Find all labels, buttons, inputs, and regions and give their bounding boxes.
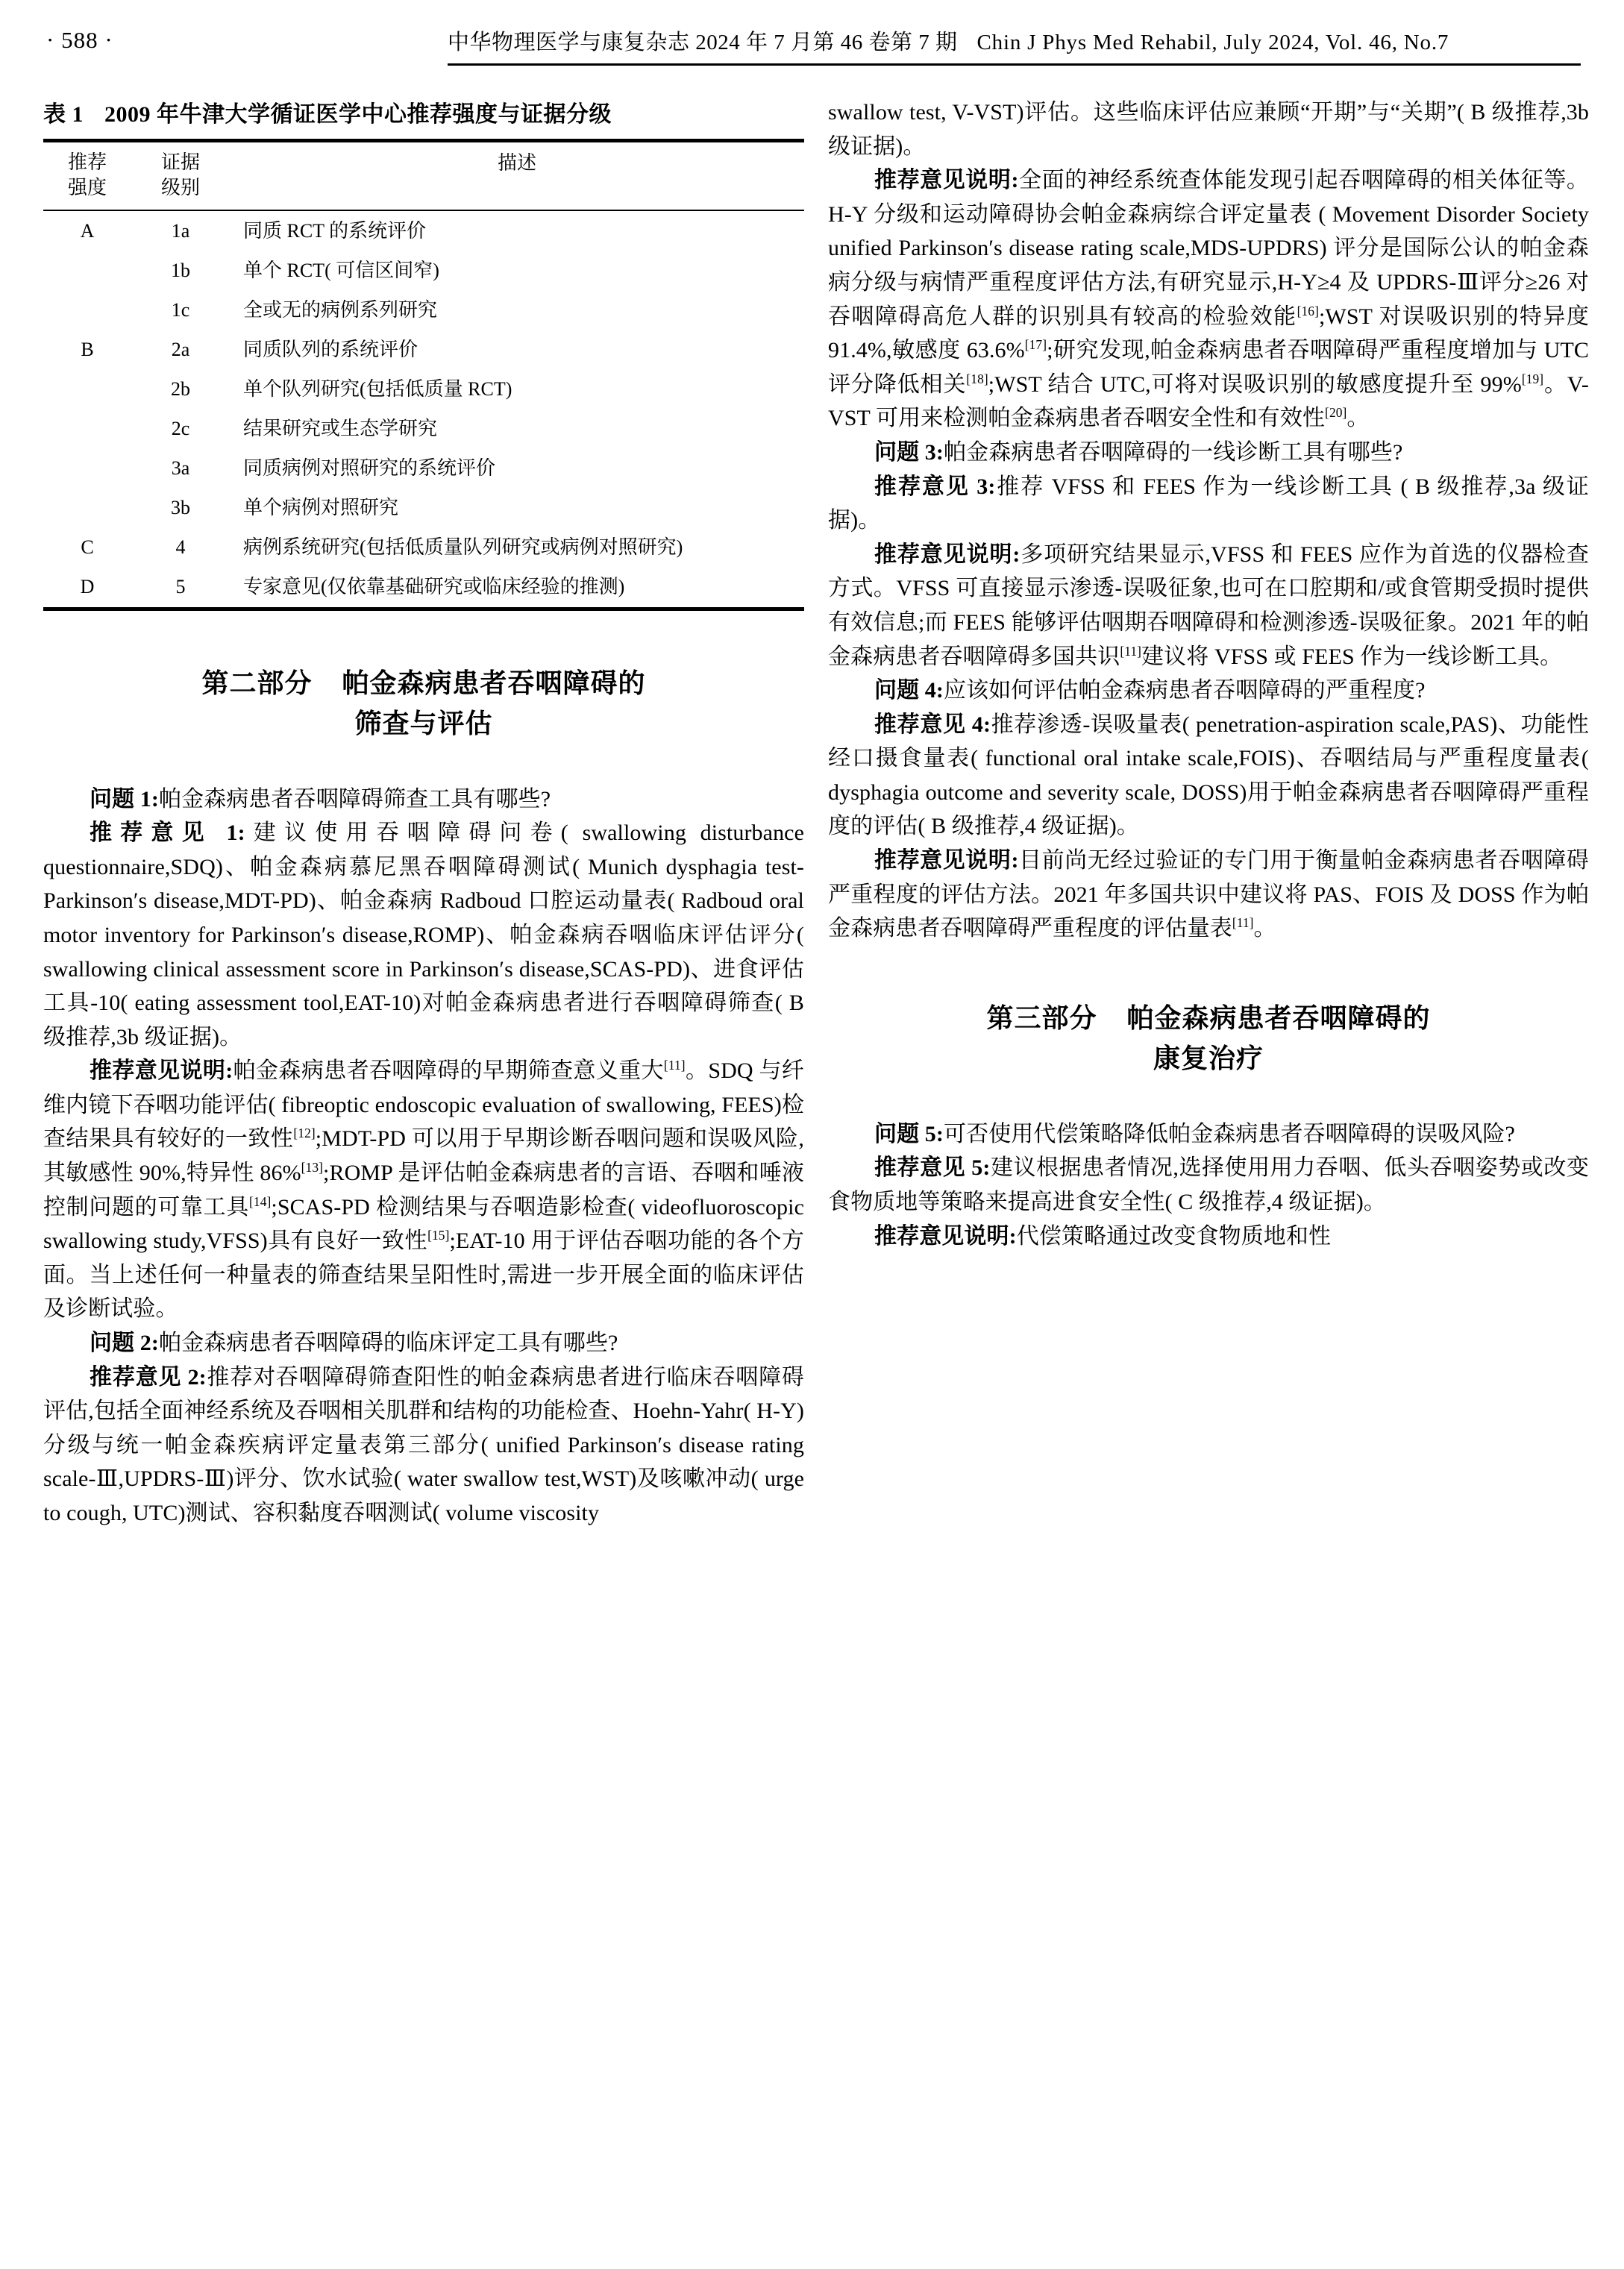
cell-level: 2c bbox=[171, 418, 190, 440]
table-header-row bbox=[43, 141, 804, 210]
explanation-1 bbox=[43, 1054, 804, 1326]
explanation-1-part4: ;ROMP 是评估帕金森病患者的言语、吞咽和唾液控制问题的可靠工具 bbox=[43, 1161, 804, 1220]
explanation-2-part1: 全面的神经系统查体能发现引起吞咽障碍的相关体征等。H-Y 分级和运动障碍协会帕金森病综合评定量表 ( Movement Disorder Society unified Parkinson′s disease rating scale,MDS-UPDRS) 评分是国际公认的帕金森病分级与病情严重程度评估方法,有研究显示,H-Y≥4 及 UPDRS-Ⅲ评分≥26 对吞咽障碍高危人群的识别具有较高的检验效能 bbox=[828, 168, 1589, 329]
question-4-text: 应该如何评估帕金森病患者吞咽障碍的严重程度? bbox=[944, 678, 1426, 703]
cell-level: 1c bbox=[171, 298, 190, 321]
part-two-title-line1: 帕金森病患者吞咽障碍的 bbox=[342, 668, 646, 698]
recommendation-4-text: 推荐渗透-误吸量表( penetration-aspiration scale,PAS)、功能性经口摄食量表( functional oral intake scale,FOIS)、吞咽结局与严重程度量表( dysphagia outcome and severity scale, DOSS)用于帕金森病患者吞咽障碍严重程度的评估( B 级推荐,4 级证据)。 bbox=[828, 712, 1589, 839]
reference-marker: [18] bbox=[966, 371, 988, 386]
left-column bbox=[43, 95, 804, 1531]
recommendation-2-lead: 推荐意见 2: bbox=[90, 1364, 207, 1390]
reference-marker: [19] bbox=[1521, 371, 1544, 386]
table-body bbox=[43, 210, 804, 609]
cell-description: 全或无的病例系列研究 bbox=[243, 298, 438, 321]
cell-level: 1b bbox=[171, 259, 190, 281]
reference-marker: [15] bbox=[427, 1228, 450, 1243]
question-5 bbox=[828, 1117, 1589, 1152]
cell-description: 同质队列的系统评价 bbox=[243, 338, 418, 360]
explanation-3 bbox=[828, 538, 1589, 674]
part-three-title-line1: 帕金森病患者吞咽障碍的 bbox=[1126, 1002, 1431, 1033]
cell-strength bbox=[43, 448, 131, 488]
column-header-strength: 推荐 强度 bbox=[67, 151, 107, 198]
explanation-2-part3: ;研究发现,帕金森病患者吞咽障碍严重程度增加与 UTC 评分降低相关 bbox=[828, 338, 1589, 397]
recommendation-2 bbox=[43, 1361, 804, 1531]
table-row bbox=[43, 210, 804, 251]
explanation-2 bbox=[828, 163, 1589, 436]
part-three-title-line2: 康复治疗 bbox=[1153, 1043, 1264, 1073]
explanation-4-part1: 目前尚无经过验证的专门用于衡量帕金森病患者吞咽障碍严重程度的评估方法。2021 年多国共识中建议将 PAS、FOIS 及 DOSS 作为帕金森病患者吞咽障碍严重程度的评估量表 bbox=[828, 848, 1589, 941]
journal-title-cn: 中华物理医学与康复杂志 2024 年 7 月第 46 卷第 7 期 bbox=[448, 31, 958, 54]
cell-level: 2b bbox=[171, 377, 190, 400]
cell-level: 1a bbox=[171, 219, 190, 242]
question-1-text: 帕金森病患者吞咽障碍筛查工具有哪些? bbox=[159, 786, 551, 812]
table-row bbox=[43, 448, 804, 488]
explanation-4 bbox=[828, 844, 1589, 946]
reference-marker: [17] bbox=[1024, 337, 1047, 353]
explanation-2-part5: 。V-VST 可用来检测帕金森病患者吞咽安全性和有效性 bbox=[828, 371, 1589, 431]
journal-title-en: Chin J Phys Med Rehabil, July 2024, Vol. 46, No.7 bbox=[976, 31, 1449, 54]
explanation-4-lead: 推荐意见说明: bbox=[874, 848, 1019, 873]
recommendation-3 bbox=[828, 470, 1589, 538]
cell-strength: C bbox=[81, 536, 94, 559]
reference-marker: [13] bbox=[301, 1160, 324, 1176]
cell-description: 病例系统研究(包括低质量队列研究或病例对照研究) bbox=[243, 536, 683, 559]
cell-description: 专家意见(仅依靠基础研究或临床经验的推测) bbox=[243, 576, 625, 598]
evidence-grade-table bbox=[43, 139, 804, 611]
recommendation-1-text: 建议使用吞咽障碍问卷( swallowing disturbance questionnaire,SDQ)、帕金森病慕尼黑吞咽障碍测试( Munich dysphagia test-Parkinson′s disease,MDT-PD)、帕金森病 Radboud 口腔运动量表( Radboud oral motor inventory for Parkinson′s disease,ROMP)、帕金森病吞咽临床评估评分( swallowing clinical assessment score in Parkinson′s disease,SCAS-PD)、进食评估工具-10( eating assessment tool,EAT-10)对帕金森病患者进行吞咽障碍筛查( B 级推荐,3b 级证据)。 bbox=[43, 820, 804, 1049]
cell-strength: A bbox=[80, 219, 95, 242]
recommendation-4 bbox=[828, 708, 1589, 844]
explanation-2-lead: 推荐意见说明: bbox=[874, 168, 1019, 193]
cell-strength bbox=[43, 369, 131, 409]
cell-level: 5 bbox=[175, 576, 186, 598]
explanation-1-lead: 推荐意见说明: bbox=[90, 1058, 233, 1084]
recommendation-5-lead: 推荐意见 5: bbox=[874, 1155, 991, 1181]
explanation-2-part2: ;WST 对误吸识别的特异度 91.4%,敏感度 63.6% bbox=[828, 304, 1589, 363]
continuation-paragraph: swallow test, V-VST)评估。这些临床评估应兼顾“开期”与“关期”( B 级推荐,3b 级证据)。 bbox=[828, 100, 1589, 159]
explanation-3-lead: 推荐意见说明: bbox=[874, 542, 1021, 567]
reference-marker: [12] bbox=[293, 1126, 316, 1141]
explanation-5 bbox=[828, 1220, 1589, 1254]
reference-marker: [20] bbox=[1325, 405, 1347, 421]
explanation-2-part4: ;WST 结合 UTC,可将对误吸识别的敏感度提升至 99% bbox=[988, 371, 1522, 397]
page-number: · 588 · bbox=[46, 27, 113, 53]
table-row bbox=[43, 369, 804, 409]
question-5-lead: 问题 5: bbox=[874, 1121, 944, 1146]
cell-strength bbox=[43, 488, 131, 527]
explanation-3-part1: 多项研究结果显示,VFSS 和 FEES 应作为首选的仪器检查方式。VFSS 可直接显示渗透-误吸征象,也可在口腔期和/或食管期受损时提供有效信息;而 FEES 能够评估咽期吞咽障碍和检测渗透-误吸征象。2021 年的帕金森病患者吞咽障碍多国共识 bbox=[828, 542, 1589, 669]
table-caption-number: 表 1 bbox=[43, 102, 84, 127]
cell-level: 3a bbox=[171, 457, 190, 480]
explanation-1-part2: 。SDQ 与纤维内镜下吞咽功能评估( fibreoptic endoscopic evaluation of swallowing, FEES)检查结果具有较好的一致性 bbox=[43, 1058, 804, 1152]
question-2 bbox=[43, 1326, 804, 1361]
table-caption bbox=[43, 95, 804, 128]
recommendation-3-text: 推荐 VFSS 和 FEES 作为一线诊断工具 ( B 级推荐,3a 级证据)。 bbox=[828, 474, 1589, 533]
recommendation-1-lead: 推荐意见 1: bbox=[90, 820, 245, 846]
cell-description: 同质 RCT 的系统评价 bbox=[243, 219, 427, 242]
right-column bbox=[828, 95, 1589, 1253]
part-two-heading bbox=[43, 663, 804, 744]
cell-level: 4 bbox=[175, 536, 186, 559]
table-row bbox=[43, 251, 804, 290]
explanation-1-part6: ;EAT-10 用于评估吞咽功能的各个方面。当上述任何一种量表的筛查结果呈阳性时,需进一步开展全面的临床评估及诊断试验。 bbox=[43, 1228, 804, 1322]
recommendation-2-text: 推荐对吞咽障碍筛查阳性的帕金森病患者进行临床吞咽障碍评估,包括全面神经系统及吞咽相关肌群和结构的功能检查、Hoehn-Yahr( H-Y)分级与统一帕金森疾病评定量表第三部分( unified Parkinson′s disease rating scale-Ⅲ,UPDRS-Ⅲ)评分、饮水试验( water swallow test,WST)及咳嗽冲动( urge to cough, UTC)测试、容积黏度吞咽测试( volume viscosity bbox=[43, 1364, 804, 1525]
cell-level: 3b bbox=[171, 497, 190, 519]
explanation-2-part6: 。 bbox=[1346, 406, 1370, 431]
cell-strength: D bbox=[80, 576, 95, 598]
question-1 bbox=[43, 782, 804, 817]
column-header-description: 描述 bbox=[497, 152, 536, 174]
cell-strength: B bbox=[81, 338, 94, 360]
recommendation-5 bbox=[828, 1151, 1589, 1219]
question-1-lead: 问题 1: bbox=[90, 786, 159, 812]
recommendation-5-text: 建议根据患者情况,选择使用用力吞咽、低头吞咽姿势或改变食物质地等策略来提高进食安全性( C 级推荐,4 级证据)。 bbox=[828, 1155, 1589, 1215]
explanation-1-part5: ;SCAS-PD 检测结果与吞咽造影检查( videofluoroscopic swallowing study,VFSS)具有良好一致性 bbox=[43, 1194, 804, 1254]
part-two-label: 第二部分 bbox=[201, 668, 313, 698]
recommendation-3-lead: 推荐意见 3: bbox=[874, 474, 996, 499]
cell-strength bbox=[43, 251, 131, 290]
cell-description: 单个病例对照研究 bbox=[243, 497, 399, 519]
cell-strength bbox=[43, 290, 131, 330]
explanation-1-part3: ;MDT-PD 可以用于早期诊断吞咽问题和误吸风险,其敏感性 90%,特异性 86% bbox=[43, 1126, 804, 1186]
cell-description: 同质病例对照研究的系统评价 bbox=[243, 457, 496, 480]
table-row bbox=[43, 409, 804, 448]
explanation-1-part1: 帕金森病患者吞咽障碍的早期筛查意义重大 bbox=[233, 1058, 664, 1084]
part-two-title-line2: 筛查与评估 bbox=[354, 708, 493, 738]
explanation-5-text: 代偿策略通过改变食物质地和性 bbox=[1016, 1223, 1332, 1249]
cell-description: 结果研究或生态学研究 bbox=[243, 418, 438, 440]
recommendation-1 bbox=[43, 816, 804, 1054]
table-row bbox=[43, 290, 804, 330]
cell-strength bbox=[43, 409, 131, 448]
question-2-text: 帕金森病患者吞咽障碍的临床评定工具有哪些? bbox=[159, 1331, 618, 1356]
cell-description: 单个队列研究(包括低质量 RCT) bbox=[243, 377, 512, 400]
question-3 bbox=[828, 436, 1589, 470]
reference-marker: [16] bbox=[1297, 303, 1319, 318]
part-three-heading bbox=[828, 998, 1589, 1079]
recommendation-4-lead: 推荐意见 4: bbox=[874, 712, 991, 737]
reference-marker: [11] bbox=[1232, 915, 1254, 931]
table-row bbox=[43, 527, 804, 567]
reference-marker: [14] bbox=[249, 1193, 272, 1209]
column-header-level: 证据 级别 bbox=[160, 151, 200, 198]
question-4-lead: 问题 4: bbox=[874, 678, 944, 703]
question-2-lead: 问题 2: bbox=[90, 1331, 159, 1356]
explanation-5-lead: 推荐意见说明: bbox=[874, 1223, 1017, 1249]
question-5-text: 可否使用代偿策略降低帕金森病患者吞咽障碍的误吸风险? bbox=[944, 1121, 1515, 1146]
cell-level: 2a bbox=[171, 338, 190, 360]
table-caption-text: 2009 年牛津大学循证医学中心推荐强度与证据分级 bbox=[104, 102, 612, 127]
running-head bbox=[0, 21, 1624, 63]
explanation-3-part2: 建议将 VFSS 或 FEES 作为一线诊断工具。 bbox=[1141, 644, 1563, 669]
journal-header bbox=[448, 25, 1581, 66]
table-row bbox=[43, 488, 804, 527]
part-three-label: 第三部分 bbox=[986, 1002, 1097, 1033]
cell-description: 单个 RCT( 可信区间窄) bbox=[243, 259, 439, 281]
table-row bbox=[43, 330, 804, 369]
question-4 bbox=[828, 674, 1589, 708]
question-3-lead: 问题 3: bbox=[874, 439, 944, 465]
explanation-4-part2: 。 bbox=[1253, 916, 1276, 941]
reference-marker: [11] bbox=[663, 1058, 686, 1073]
table-row bbox=[43, 567, 804, 609]
reference-marker: [11] bbox=[1120, 643, 1142, 659]
question-3-text: 帕金森病患者吞咽障碍的一线诊断工具有哪些? bbox=[944, 439, 1403, 465]
